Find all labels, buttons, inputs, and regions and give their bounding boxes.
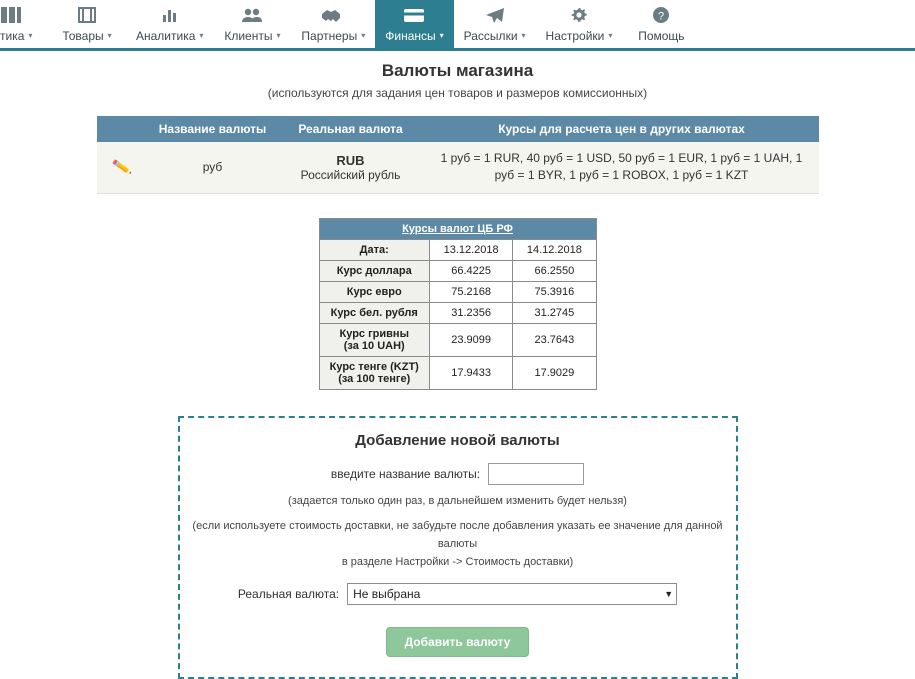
real-currency-selected-value: Не выбрана	[353, 587, 421, 602]
chevron-down-icon: ▾	[608, 31, 613, 40]
cbr-row-uah	[319, 323, 596, 356]
cbr-rates-table	[319, 218, 597, 390]
add-currency-note-2	[192, 517, 724, 571]
svg-text:?: ?	[658, 10, 665, 23]
nav-item-finansy[interactable]	[375, 0, 453, 48]
cbr-header-row	[319, 239, 596, 260]
page-subtitle: (используются для задания цен товаров и размеров комиссионных)	[267, 86, 648, 100]
column-header-name: Название валюты	[149, 116, 277, 142]
real-currency-label: Реальная валюта:	[237, 587, 340, 602]
add-currency-panel	[178, 416, 738, 679]
gear-icon	[568, 3, 590, 27]
question-circle-icon	[650, 3, 672, 27]
cbr-value: 75.2168	[429, 281, 512, 302]
cbr-rates-wrapper	[319, 218, 597, 390]
nav-label: Товары	[62, 29, 104, 43]
chevron-down-icon: ▾	[107, 31, 112, 40]
box-icon	[76, 3, 98, 27]
add-currency-note-2-line-2: в разделе Настройки -> Стоимость доставки)	[341, 556, 574, 569]
cbr-value: 75.3916	[513, 281, 596, 302]
add-currency-title: Добавление новой валюты	[355, 431, 560, 449]
column-header-edit	[97, 116, 149, 142]
cbr-row-label-sub: (за 10 UAH)	[343, 339, 405, 352]
real-currency-row	[192, 583, 724, 605]
nav-item-klienty[interactable]	[213, 0, 291, 48]
nav-label: Партнеры	[301, 29, 358, 43]
grid-icon	[0, 3, 40, 27]
column-header-real: Реальная валюта	[277, 116, 425, 142]
currency-table	[97, 116, 819, 194]
nav-label: Финансы	[385, 29, 436, 43]
credit-card-icon	[402, 3, 426, 27]
chevron-down-icon: ▾	[276, 31, 281, 40]
chevron-down-icon: ▾	[361, 31, 366, 40]
add-currency-note-1: (задается только один раз, в дальнейшем изменить будет нельзя)	[288, 494, 627, 507]
cbr-value: 31.2745	[513, 302, 596, 323]
cbr-date-1: 13.12.2018	[429, 239, 512, 260]
currency-name-row	[192, 463, 724, 485]
nav-label: Клиенты	[224, 29, 273, 43]
nav-item-partnery[interactable]	[291, 0, 375, 48]
nav-label: Аналитика	[136, 29, 196, 43]
real-currency-cell	[277, 142, 425, 193]
cbr-row-byn	[319, 302, 596, 323]
users-icon	[240, 3, 264, 27]
cbr-row-label: Курс бел. рубля	[319, 302, 429, 323]
bar-chart-icon	[159, 3, 181, 27]
pencil-icon[interactable]: ✏️	[111, 157, 134, 178]
handshake-icon	[320, 3, 346, 27]
paper-plane-icon	[484, 3, 506, 27]
add-currency-note-2-line-1: (если используете стоимость доставки, не забудьте после добавления указать ее значение для данной валюты	[192, 519, 723, 550]
currency-name-label: введите название валюты:	[330, 466, 481, 481]
cbr-row-label: Курс евро	[319, 281, 429, 302]
edit-cell	[97, 142, 149, 193]
nav-label: Помощь	[638, 29, 685, 43]
column-header-rates: Курсы для расчета цен в других валютах	[425, 116, 819, 142]
cbr-row-kzt	[319, 356, 596, 389]
cbr-date-2: 14.12.2018	[513, 239, 596, 260]
chevron-down-icon: ▾	[439, 31, 444, 40]
cbr-value: 17.9029	[513, 356, 596, 389]
nav-item-rassylki[interactable]	[454, 0, 536, 48]
cbr-value: 23.7643	[513, 323, 596, 356]
top-navigation	[0, 0, 915, 51]
cbr-row-usd	[319, 260, 596, 281]
cbr-row-label: Курс доллара	[319, 260, 429, 281]
chevron-down-icon: ▾	[28, 31, 33, 40]
cbr-row-label-sub: (за 100 тенге)	[338, 372, 411, 385]
page-title: Валюты магазина	[381, 61, 534, 80]
cbr-value: 17.9433	[429, 356, 512, 389]
cbr-row-eur	[319, 281, 596, 302]
page-header	[0, 61, 915, 100]
nav-item-analitika-partial[interactable]	[0, 0, 48, 48]
currency-table-wrapper	[97, 116, 819, 194]
currency-name-cell: руб	[149, 142, 277, 193]
cbr-value: 23.9099	[429, 323, 512, 356]
cbr-date-label: Дата:	[319, 239, 429, 260]
nav-label: Настройки	[545, 29, 605, 43]
table-row	[97, 142, 819, 193]
add-currency-button[interactable]: Добавить валюту	[386, 627, 530, 657]
cbr-value: 66.4225	[429, 260, 512, 281]
real-currency-name: Российский рубль	[300, 167, 401, 182]
currency-name-input[interactable]	[488, 463, 584, 485]
nav-label: тика	[0, 29, 25, 43]
nav-item-nastroyki[interactable]	[536, 0, 623, 48]
cbr-row-label-main: Курс гривны	[339, 327, 409, 340]
chevron-down-icon: ▾	[521, 31, 526, 40]
cbr-row-label-main: Курс тенге (KZT)	[329, 360, 419, 373]
rates-cell: 1 руб = 1 RUR, 40 руб = 1 USD, 50 руб = 1 EUR, 1 руб = 1 UAH, 1 руб = 1 BYR, 1 руб = 1 ROBOX, 1 руб = 1 KZT	[425, 142, 819, 193]
nav-item-tovary[interactable]	[48, 0, 126, 48]
chevron-down-icon: ▾	[199, 31, 204, 40]
nav-item-analitika[interactable]	[126, 0, 213, 48]
table-header-row	[97, 116, 819, 142]
real-currency-select[interactable]	[347, 583, 677, 605]
cbr-value: 66.2550	[513, 260, 596, 281]
cbr-table-caption: Курсы валют ЦБ РФ	[319, 218, 597, 239]
cbr-row-label	[319, 356, 429, 389]
real-currency-code: RUB	[336, 152, 365, 168]
cbr-value: 31.2356	[429, 302, 512, 323]
nav-label: Рассылки	[463, 29, 518, 43]
cbr-row-label	[319, 323, 429, 356]
nav-item-pomoshch[interactable]	[622, 0, 700, 48]
chevron-down-icon: ▼	[664, 589, 674, 600]
